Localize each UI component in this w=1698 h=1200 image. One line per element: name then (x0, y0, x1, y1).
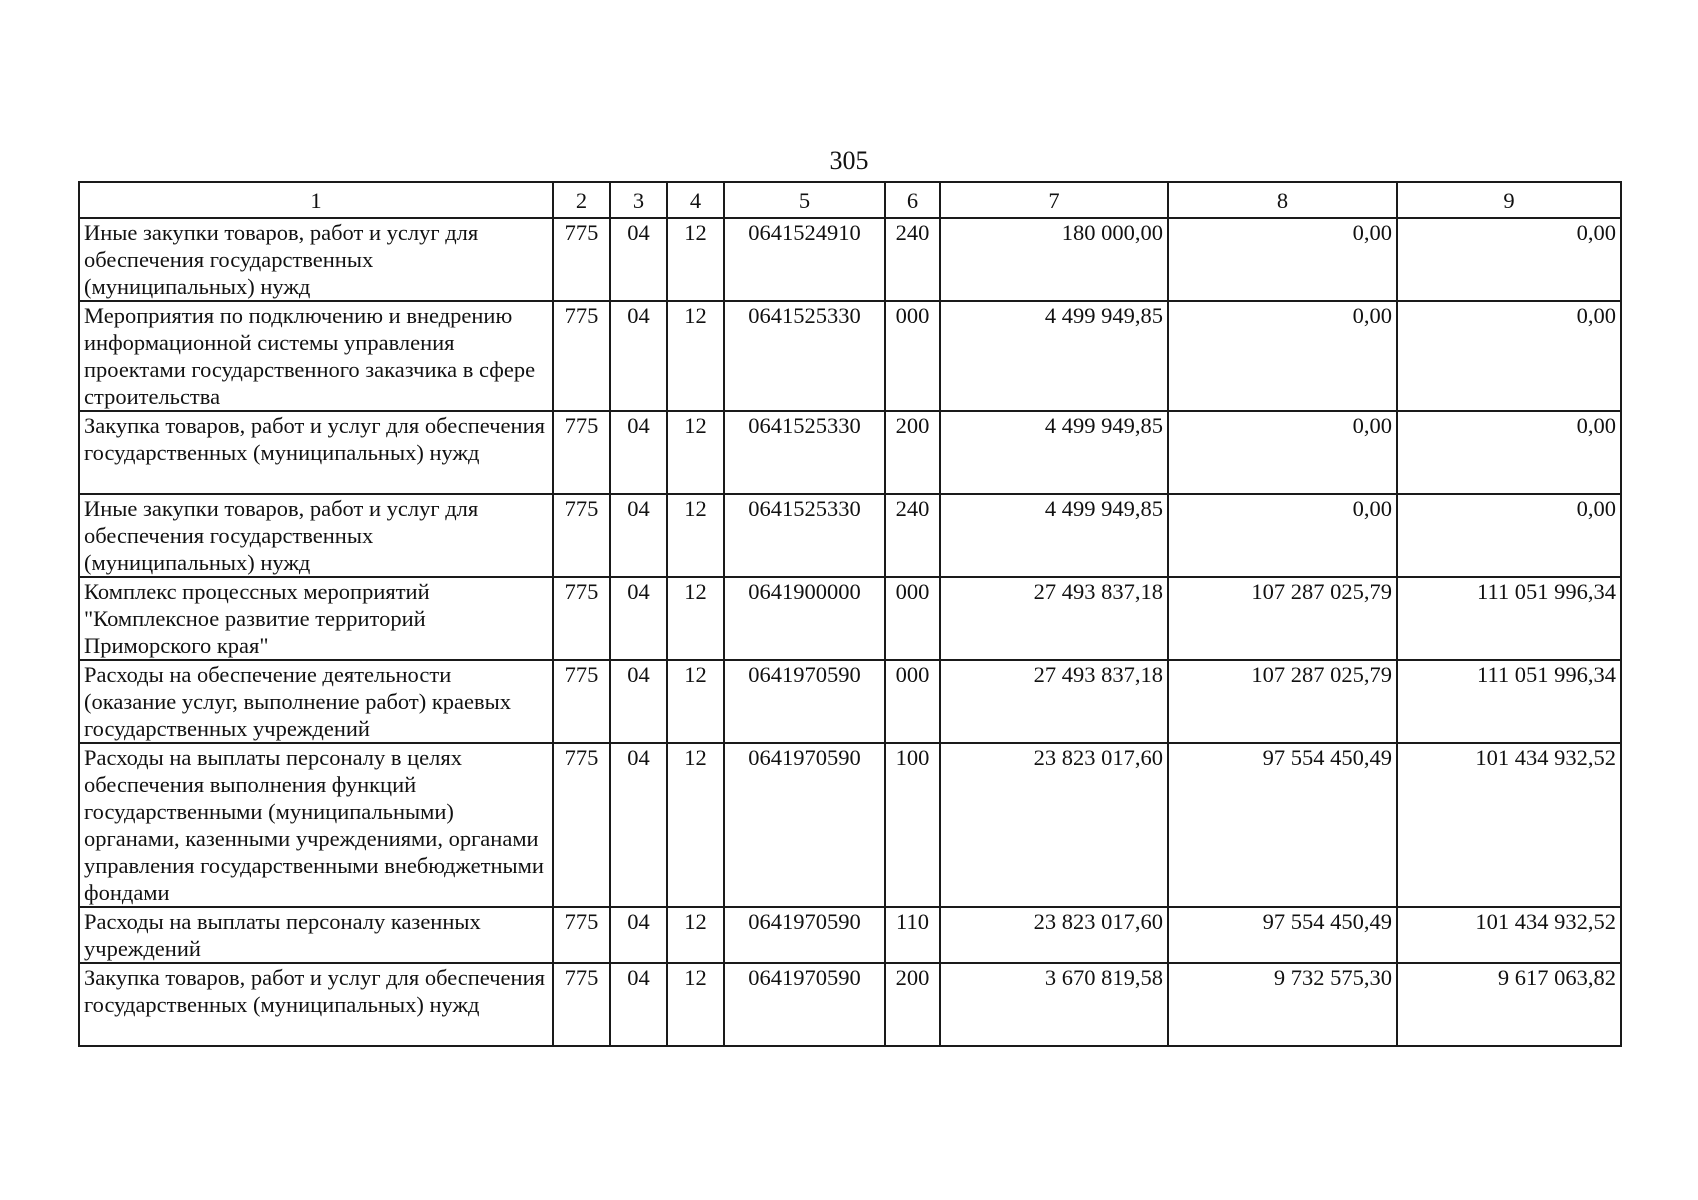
section-code: 04 (610, 411, 667, 494)
subsection-code: 12 (667, 963, 724, 1046)
expense-type-code: 200 (885, 411, 940, 494)
col-header-7: 7 (940, 182, 1168, 218)
target-article-code: 0641525330 (724, 494, 885, 577)
subsection-code: 12 (667, 743, 724, 907)
ministry-code: 775 (553, 411, 610, 494)
table-row (79, 301, 1621, 411)
section-code: 04 (610, 494, 667, 577)
expense-name: Комплекс процессных мероприятий "Комплексное развитие территорий Приморского края" (79, 577, 553, 660)
table-row (79, 963, 1621, 1046)
section-code: 04 (610, 963, 667, 1046)
section-code: 04 (610, 660, 667, 743)
section-code: 04 (610, 301, 667, 411)
section-code: 04 (610, 218, 667, 301)
budget-table (78, 181, 1622, 1047)
expense-type-code: 240 (885, 494, 940, 577)
table-row (79, 577, 1621, 660)
expense-type-code: 100 (885, 743, 940, 907)
amount-col7: 4 499 949,85 (940, 301, 1168, 411)
ministry-code: 775 (553, 743, 610, 907)
target-article-code: 0641525330 (724, 301, 885, 411)
target-article-code: 0641970590 (724, 743, 885, 907)
amount-col8: 107 287 025,79 (1168, 577, 1397, 660)
section-code: 04 (610, 907, 667, 963)
page-number: 305 (829, 146, 869, 175)
ministry-code: 775 (553, 660, 610, 743)
ministry-code: 775 (553, 907, 610, 963)
col-header-4: 4 (667, 182, 724, 218)
subsection-code: 12 (667, 660, 724, 743)
expense-type-code: 200 (885, 963, 940, 1046)
amount-col8: 0,00 (1168, 301, 1397, 411)
amount-col8: 97 554 450,49 (1168, 743, 1397, 907)
target-article-code: 0641524910 (724, 218, 885, 301)
expense-name: Иные закупки товаров, работ и услуг для обеспечения государственных (муниципальных) нужд (79, 494, 553, 577)
col-header-8: 8 (1168, 182, 1397, 218)
amount-col9: 111 051 996,34 (1397, 660, 1621, 743)
amount-col7: 4 499 949,85 (940, 494, 1168, 577)
expense-name: Мероприятия по подключению и внедрению информационной системы управления проектами государственного заказчика в сфере строительства (79, 301, 553, 411)
subsection-code: 12 (667, 218, 724, 301)
amount-col8: 107 287 025,79 (1168, 660, 1397, 743)
amount-col9: 0,00 (1397, 301, 1621, 411)
amount-col9: 0,00 (1397, 411, 1621, 494)
amount-col9: 0,00 (1397, 218, 1621, 301)
amount-col7: 27 493 837,18 (940, 577, 1168, 660)
amount-col8: 97 554 450,49 (1168, 907, 1397, 963)
table-row (79, 494, 1621, 577)
table-row (79, 218, 1621, 301)
subsection-code: 12 (667, 494, 724, 577)
amount-col9: 101 434 932,52 (1397, 743, 1621, 907)
target-article-code: 0641970590 (724, 660, 885, 743)
expense-name: Закупка товаров, работ и услуг для обеспечения государственных (муниципальных) нужд (79, 411, 553, 494)
expense-type-code: 000 (885, 660, 940, 743)
expense-name: Иные закупки товаров, работ и услуг для обеспечения государственных (муниципальных) нужд (79, 218, 553, 301)
header-row (79, 182, 1621, 218)
amount-col9: 0,00 (1397, 494, 1621, 577)
amount-col8: 9 732 575,30 (1168, 963, 1397, 1046)
expense-type-code: 110 (885, 907, 940, 963)
col-header-6: 6 (885, 182, 940, 218)
expense-name: Расходы на выплаты персоналу казенных учреждений (79, 907, 553, 963)
table-row (79, 907, 1621, 963)
amount-col7: 3 670 819,58 (940, 963, 1168, 1046)
target-article-code: 0641900000 (724, 577, 885, 660)
subsection-code: 12 (667, 411, 724, 494)
amount-col7: 4 499 949,85 (940, 411, 1168, 494)
expense-type-code: 240 (885, 218, 940, 301)
ministry-code: 775 (553, 218, 610, 301)
amount-col7: 23 823 017,60 (940, 907, 1168, 963)
amount-col7: 180 000,00 (940, 218, 1168, 301)
expense-type-code: 000 (885, 301, 940, 411)
expense-name: Расходы на выплаты персоналу в целях обеспечения выполнения функций государственными (муниципальными) органами, казенными учреждениями, органами управления государственными внебюджетными фондами (79, 743, 553, 907)
amount-col7: 27 493 837,18 (940, 660, 1168, 743)
col-header-9: 9 (1397, 182, 1621, 218)
amount-col9: 111 051 996,34 (1397, 577, 1621, 660)
subsection-code: 12 (667, 577, 724, 660)
ministry-code: 775 (553, 494, 610, 577)
amount-col8: 0,00 (1168, 218, 1397, 301)
amount-col9: 101 434 932,52 (1397, 907, 1621, 963)
table-row (79, 743, 1621, 907)
section-code: 04 (610, 577, 667, 660)
col-header-5: 5 (724, 182, 885, 218)
expense-name: Закупка товаров, работ и услуг для обеспечения государственных (муниципальных) нужд (79, 963, 553, 1046)
target-article-code: 0641970590 (724, 907, 885, 963)
section-code: 04 (610, 743, 667, 907)
amount-col8: 0,00 (1168, 411, 1397, 494)
ministry-code: 775 (553, 577, 610, 660)
col-header-2: 2 (553, 182, 610, 218)
table-row (79, 660, 1621, 743)
amount-col8: 0,00 (1168, 494, 1397, 577)
expense-type-code: 000 (885, 577, 940, 660)
col-header-3: 3 (610, 182, 667, 218)
expense-name: Расходы на обеспечение деятельности (оказание услуг, выполнение работ) краевых государственных учреждений (79, 660, 553, 743)
ministry-code: 775 (553, 301, 610, 411)
target-article-code: 0641970590 (724, 963, 885, 1046)
amount-col7: 23 823 017,60 (940, 743, 1168, 907)
ministry-code: 775 (553, 963, 610, 1046)
table-row (79, 411, 1621, 494)
col-header-1: 1 (79, 182, 553, 218)
amount-col9: 9 617 063,82 (1397, 963, 1621, 1046)
subsection-code: 12 (667, 907, 724, 963)
subsection-code: 12 (667, 301, 724, 411)
target-article-code: 0641525330 (724, 411, 885, 494)
